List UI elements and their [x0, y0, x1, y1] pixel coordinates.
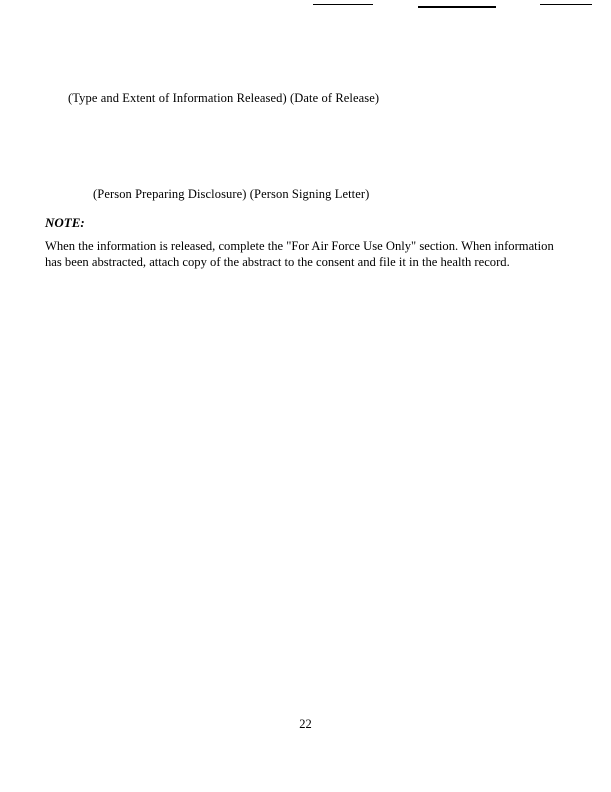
page-number: 22 — [299, 717, 312, 731]
note-label: NOTE: — [45, 215, 85, 230]
note-body-text: When the information is released, complete the "For Air Force Use Only" section. When information has been abstracted, attach copy of the abstract to the consent and file it in the health record. — [45, 239, 554, 270]
signature-rule-3 — [540, 4, 592, 5]
signature-rule-2 — [418, 6, 496, 8]
caption-type-extent-date: (Type and Extent of Information Released) (Date of Release) — [68, 91, 380, 105]
signature-rules-group — [0, 0, 611, 12]
signature-rule-1 — [313, 4, 373, 5]
caption-person-preparing-signing: (Person Preparing Disclosure) (Person Signing Letter) — [93, 187, 370, 201]
